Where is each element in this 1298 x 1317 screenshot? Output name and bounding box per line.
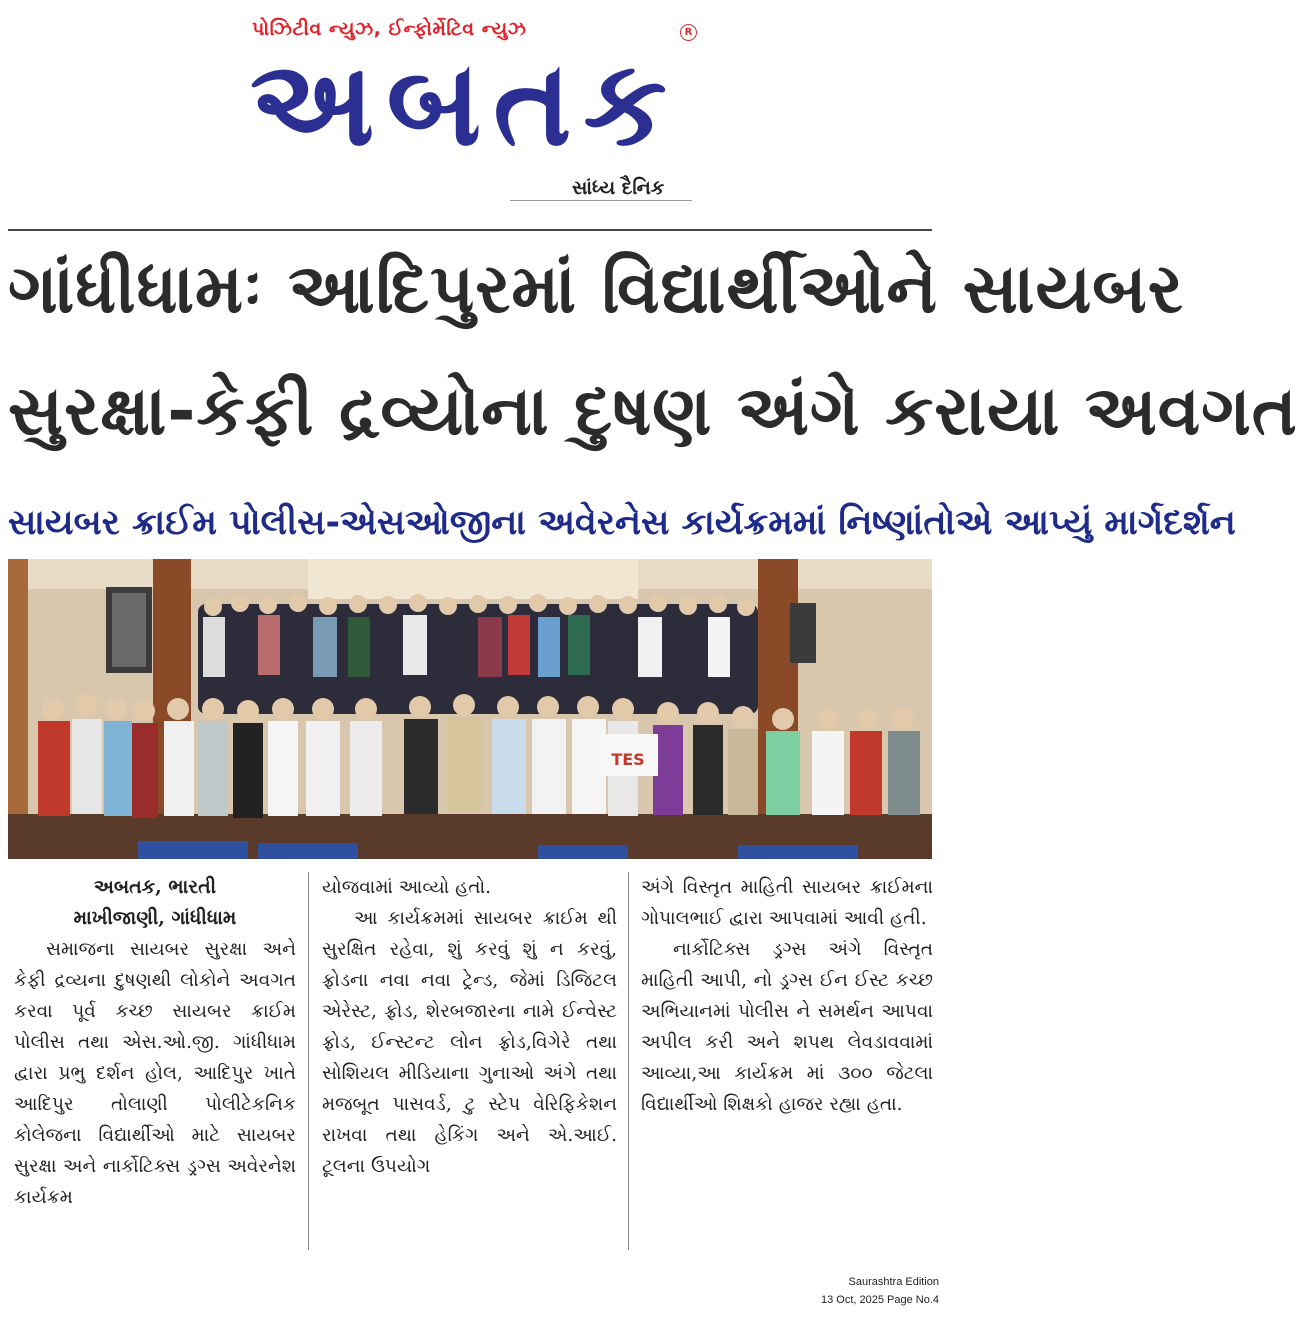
newspaper-logo: અબતક — [250, 34, 679, 172]
edition-underline — [510, 200, 692, 201]
paragraph: અંગે વિસ્તૃત માહિતી સાયબર ક્રાઈમના ગોપાલભાઈ દ્વારા આપવામાં આવી હતી. — [641, 877, 933, 929]
byline-line-1: અબતક, ભારતી — [93, 876, 217, 898]
photo-banner-text: TES — [611, 750, 645, 769]
paragraph: આ કાર્યક્રમમાં સાયબર ક્રાઈમ થી સુરક્ષિત રહેવા, શું કરવું શું ન કરવું, ફ્રોડના નવા નવા ટ્રેન્ડ, જેમાં ડિજિટલ એરેસ્ટ, ફ્રોડ, શેરબજારના નામે ઈન્વેસ્ટ ફ્રોડ, ઈન્સ્ટન્ટ લોન ફ્રોડ,વિગેરે તથા સોશિયલ મીડિયાના ગુનાઓ અંગે તથા મજબૂત પાસવર્ડ, ટુ સ્ટેપ વેરિફિકેશન રાખવા તથા હેકિંગ અને એ.આઈ. ટૂલના ઉપયોગ — [322, 908, 617, 1177]
column-divider — [308, 872, 309, 1250]
headline-line-2: સુરક્ષા-કેફી દ્રવ્યોના દુષણ અંગે કરાયા અવગત — [8, 372, 1298, 451]
masthead — [0, 0, 949, 205]
edition-label: Saurashtra Edition — [848, 1276, 939, 1288]
paragraph: નાર્કોટિક્સ ડ્રગ્સ અંગે વિસ્તૃત માહિતી આપી, નો ડ્રગ્સ ઈન ઈસ્ટ કચ્છ અભિયાનમાં પોલીસ ને સમર્થન આપવા અપીલ કરી અને શપથ લેવડાવવામાં આવ્યા,આ કાર્યક્રમ માં ૩૦૦ જેટલા વિદ્યાર્થીઓ શિક્ષકો હાજર રહ્યા હતા. — [641, 939, 933, 1115]
edition-type-label: સાંધ્ય દૈનિક — [572, 177, 665, 199]
group-photo — [8, 559, 932, 859]
column-divider — [628, 872, 629, 1250]
registered-mark-icon: R — [680, 24, 697, 41]
subheadline: સાયબર ક્રાઈમ પોલીસ-એસઓજીના અવેરનેસ કાર્યક્રમમાં નિષ્ણાંતોએ આપ્યું માર્ગદર્શન — [8, 503, 1236, 543]
article-column-1 — [14, 872, 296, 1213]
date-page-label: 13 Oct, 2025 Page No.4 — [820, 1294, 939, 1306]
article-column-3 — [641, 872, 933, 1120]
headline-line-1: ગાંધીધામઃ આદિપુરમાં વિદ્યાર્થીઓને સાયબર — [8, 250, 1184, 329]
byline-line-2: માખીજાણી, ગાંધીધામ — [73, 907, 237, 929]
article-column-2 — [322, 872, 617, 1182]
masthead-divider — [8, 229, 932, 231]
tagline: પોઝિટીવ ન્યુઝ, ઈન્ફોર્મેટિવ ન્યુઝ — [252, 18, 527, 40]
paragraph: યોજવામાં આવ્યો હતો. — [322, 877, 492, 898]
paragraph: સમાજના સાયબર સુરક્ષા અને કેફી દ્રવ્યના દુષણથી લોકોને અવગત કરવા પૂર્વ કચ્છ સાયબર ક્રાઈમ પોલીસ તથા એસ.ઓ.જી. ગાંધીધામ દ્વારા પ્રભુ દર્શન હોલ, આદિપુર ખાતે આદિપુર તોલાણી પોલીટેકનિક કોલેજના વિદ્યાર્થીઓ માટે સાયબર સુરક્ષા અને નાર્કોટિક્સ ડ્રગ્સ અવેરનેશ કાર્યક્રમ — [14, 939, 296, 1208]
